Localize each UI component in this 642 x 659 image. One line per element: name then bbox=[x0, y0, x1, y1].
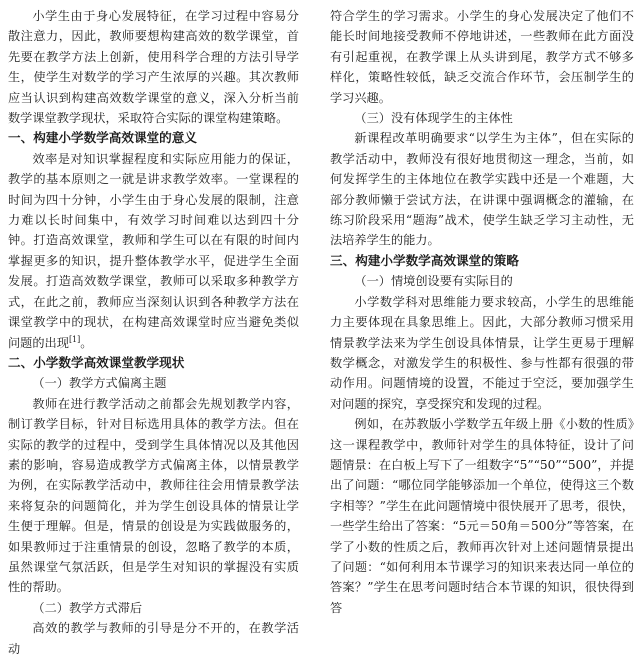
lagging-paragraph-continued: 符合学生的学习需求。小学生的身心发展决定了他们不能长时间地接受教师不停地讲述，一些教师在此方面没有引起重视，在教学课上从头讲到尾，教学方式不够多样化，策略性较低，缺乏交流合作环节，会压制学生的学习兴趣。 bbox=[330, 9, 634, 105]
subheading-situation: （一）情境创设要有实际目的 bbox=[354, 274, 513, 289]
intro-paragraph: 小学生由于身心发展特征，在学习过程中容易分散注意力，因此，教师要想构建高效的数学课堂，首先要在教学方法上创新，使用科学合理的方法引导学生，使学生对数学的学习产生浓厚的兴趣。其次教师应当认识到构建高效数学课堂的意义，深入分析当前数学课堂教学现状，采取符合实际的课堂构建策略。 bbox=[8, 9, 299, 126]
subheading-offtopic: （一）教学方式偏离主题 bbox=[32, 376, 167, 391]
significance-text: 效率是对知识掌握程度和实际应用能力的保证，教学的基本原则之一就是讲求教学效率。一堂课程的时间为四十分钟，小学生由于身心发展的限制，注意力难以长时间集中，有效学习时间难以达到四十分钟。打造高效课堂，教师和学生可以在有限的时间内掌握更多的知识，提升整体教学水平，促进学生全面发展。打造高效数学课堂，教师可以采取多种教学方式，在此之前，教师应当深刻认识到各种教学方法在课堂教学中的现状，在构建高效课堂时应当避免类似问题的出现 bbox=[8, 151, 299, 350]
left-column bbox=[8, 6, 299, 659]
section-heading-significance: 一、构建小学数学高效课堂的意义 bbox=[8, 130, 197, 146]
lagging-paragraph: 高效的教学与教师的引导是分不开的，在教学活动 bbox=[8, 621, 299, 656]
offtopic-paragraph: 教师在进行教学活动之前都会先规划教学内容，制订教学目标，针对目标选用具体的教学方法。但在实际的教学的过程中，受到学生具体情况以及其他因素的影响，容易造成教学方式偏离主体，以情景教学为例，在实际教学活动中，教师往往会用情景教学法来将复杂的问题简化，并为学生创设具体的情景让学生便于理解。但是，情景的创设是为实践做服务的，如果教师过于注重情景的创设，忽略了教学的本质，虽然课堂气氛活跃，但是学生对知识的掌握没有实质性的帮助。 bbox=[8, 396, 299, 595]
section-heading-strategies: 三、构建小学数学高效课堂的策略 bbox=[330, 252, 519, 268]
significance-text-end: 。 bbox=[80, 335, 93, 350]
significance-paragraph bbox=[8, 149, 299, 353]
subjectivity-paragraph: 新课程改革明确要求“以学生为主体”，但在实际的教学活动中，教师没有很好地贯彻这一理念，当前，如何发挥学生的主体地位在教学实践中还是一个难题，大部分教师懒于尝试方法，在讲课中强调概念的灌输，在练习阶段采用“题海”战术，使学生缺乏学习主动性，无法培养学生的能力。 bbox=[330, 131, 634, 248]
subheading-subjectivity: （三）没有体现学生的主体性 bbox=[354, 111, 513, 126]
subheading-lagging: （二）教学方式滞后 bbox=[32, 600, 143, 615]
section-heading-status: 二、小学数学高效课堂教学现状 bbox=[8, 354, 185, 370]
citation-marker: [1] bbox=[68, 334, 81, 344]
situation-paragraph: 小学数学科对思维能力要求较高，小学生的思维能力主要体现在具象思维上。因此，大部分教师习惯采用情景教学法来为学生创设具体情景，让学生更易于理解数学概念，对激发学生的积极性、参与性都有很强的带动作用。问题情境的设置，不能过于空泛，要加强学生对问题的探究，享受探究和发现的过程。 bbox=[330, 294, 634, 411]
right-column bbox=[330, 6, 634, 618]
example-paragraph: 例如，在苏教版小学数学五年级上册《小数的性质》这一课程教学中，教师针对学生的具体特征，设计了问题情景：在白板上写下了一组数字“5”“50”“500”，并提出了问题：“哪位同学能够添加一个单位，使得这三个数字相等？”学生在此问题情境中很快展开了思考，很快，一些学生给出了答案：“5元＝50角＝500分”等答案，在学了小数的性质之后，教师再次针对上述问题情景提出了问题：“如何利用本节课学习的知识来表达同一单位的答案？”学生在思考问题时结合本节课的知识，很快得到答 bbox=[330, 417, 634, 615]
